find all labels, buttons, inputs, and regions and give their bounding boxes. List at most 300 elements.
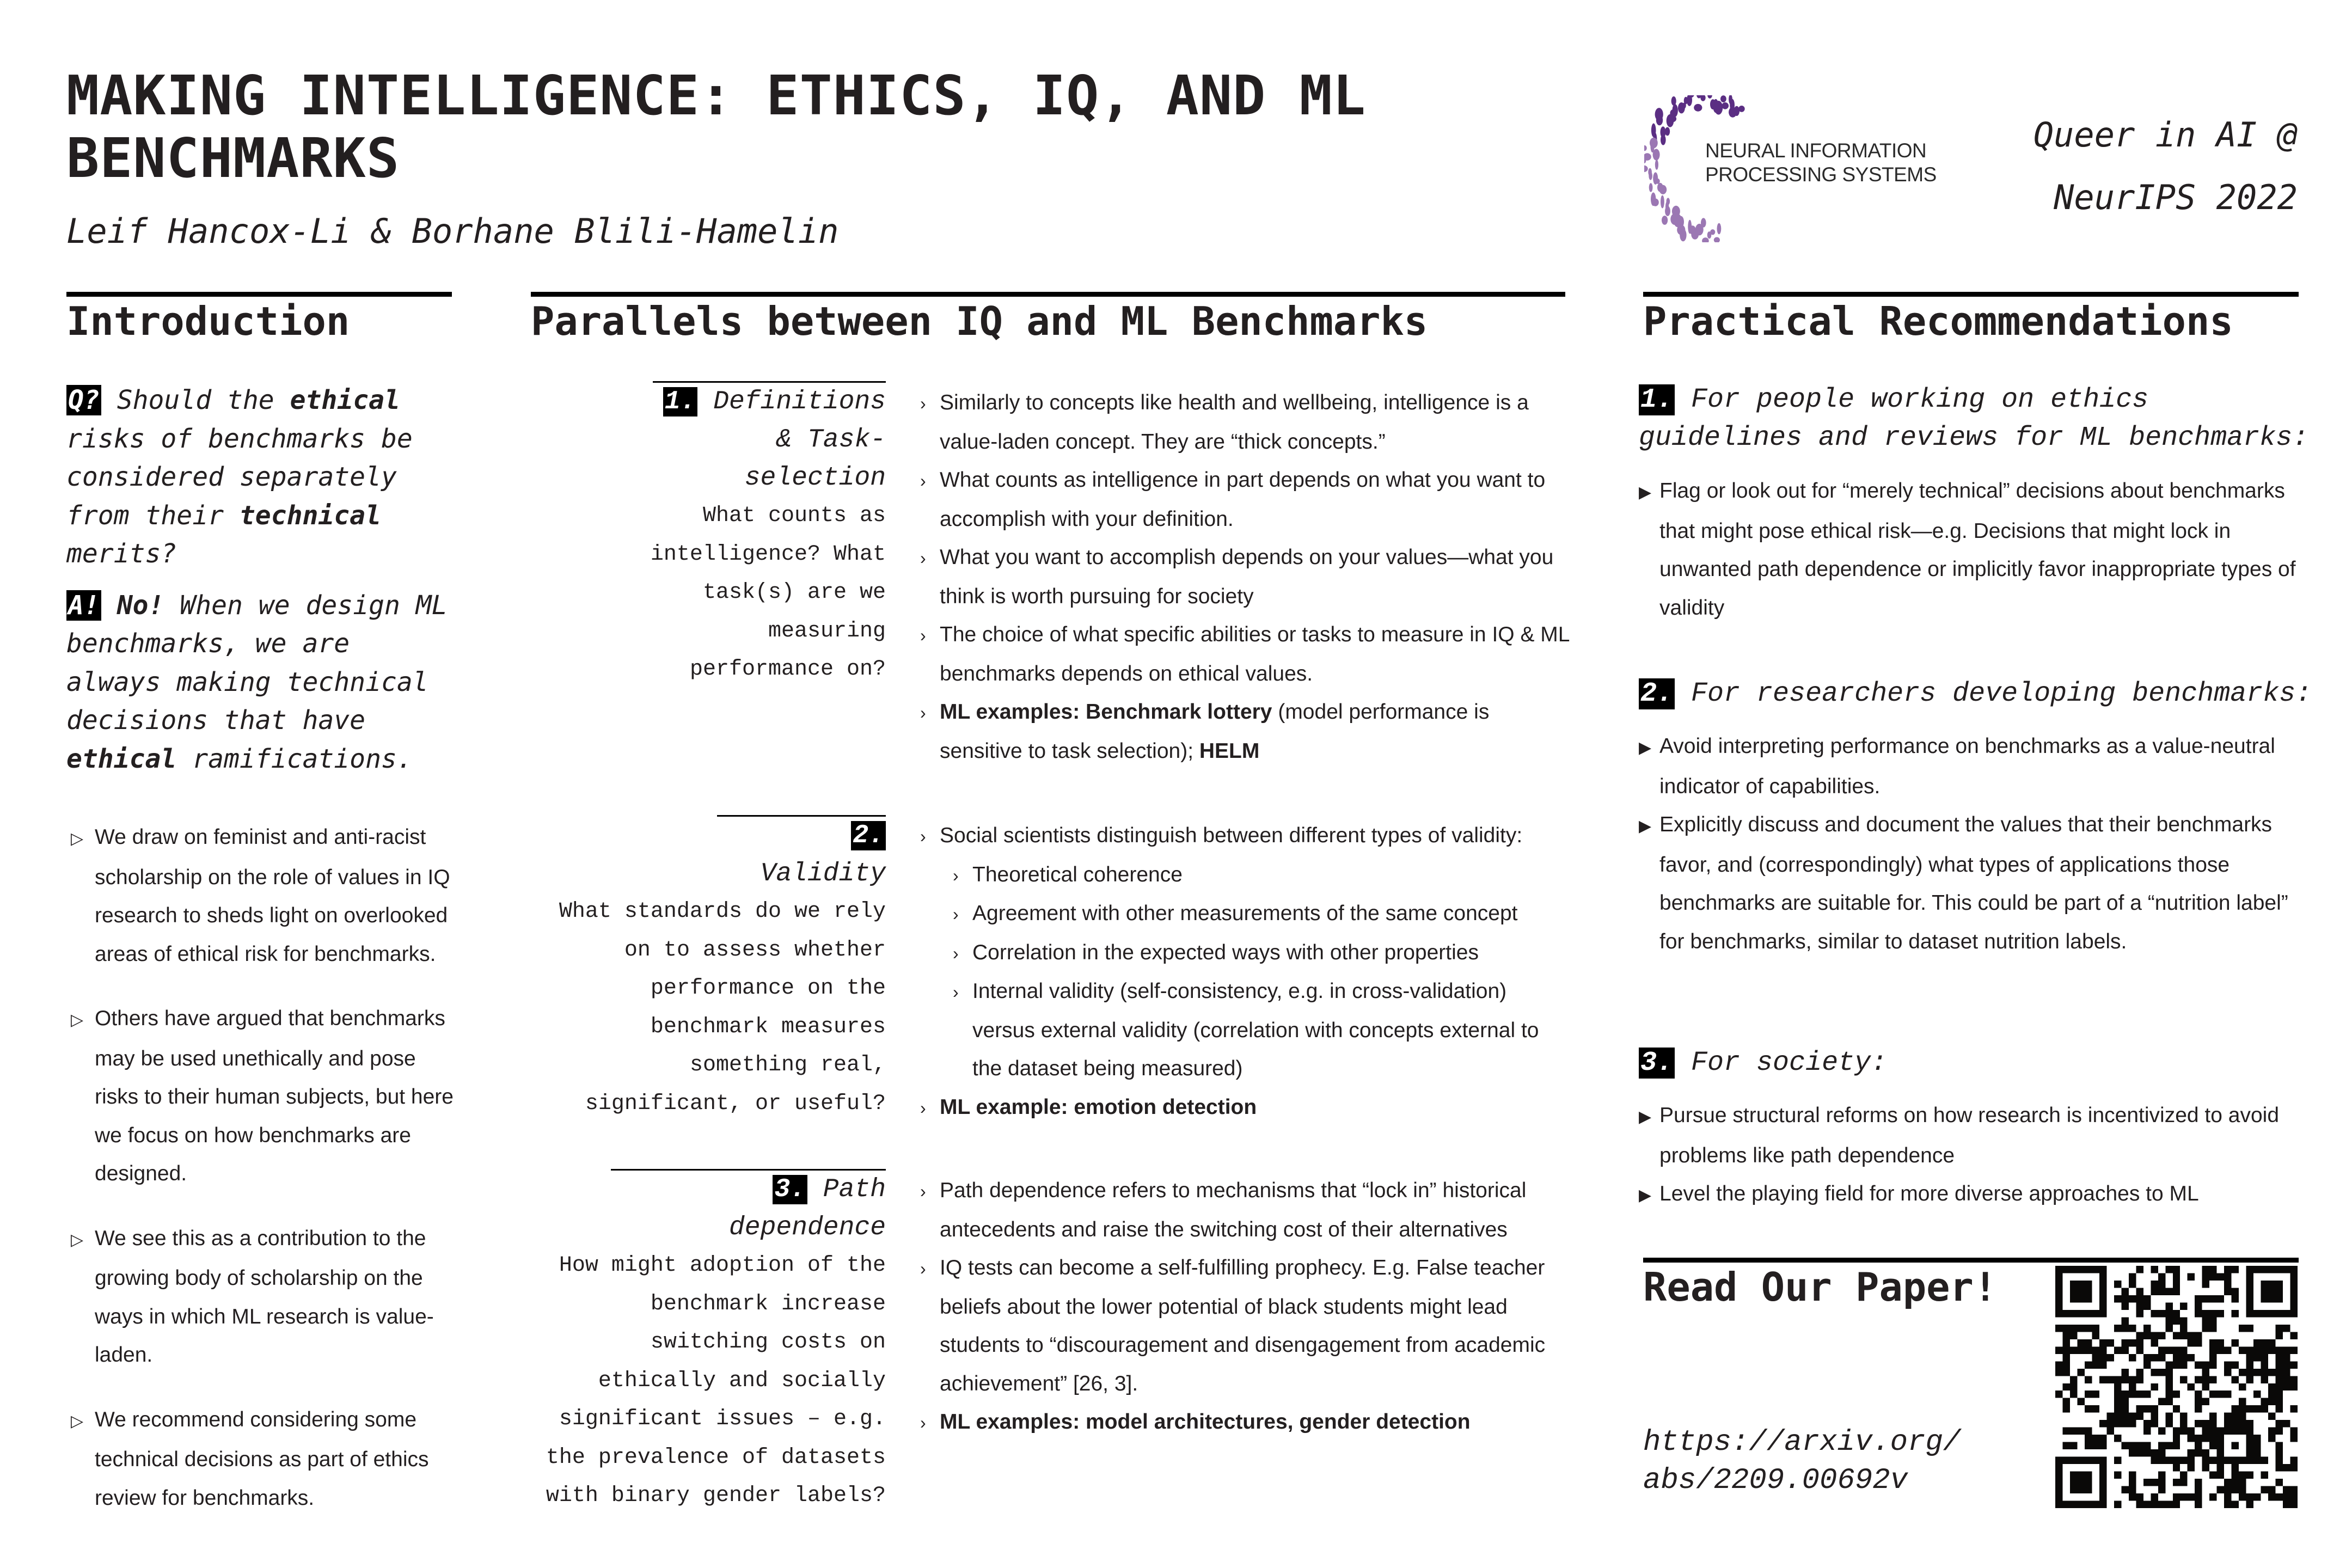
qr-module: [2099, 1501, 2106, 1508]
qr-module: [2151, 1339, 2158, 1346]
qr-module: [2085, 1361, 2092, 1368]
qr-module: [2276, 1420, 2283, 1427]
qr-module: [2158, 1486, 2165, 1493]
intro-question: [66, 381, 458, 573]
recommendation-bullet-text: Avoid interpreting performance on benchmarks as a value-neutral indicator of capabilities.: [1659, 734, 2275, 798]
qr-module: [2136, 1442, 2143, 1449]
qr-module: [2158, 1428, 2165, 1435]
qr-module: [2158, 1501, 2165, 1508]
qr-module: [2077, 1501, 2084, 1508]
recommendation-bullet: [1639, 806, 2298, 961]
qr-module: [2062, 1428, 2069, 1435]
qr-module: [2290, 1428, 2298, 1435]
qr-module: [2180, 1479, 2187, 1486]
qr-module: [2283, 1376, 2290, 1383]
qr-module: [2070, 1501, 2077, 1508]
qr-module: [2114, 1501, 2121, 1508]
qr-module: [2092, 1435, 2099, 1442]
qr-module: [2099, 1479, 2106, 1486]
filled-triangle-icon: ▶: [1639, 1108, 1652, 1126]
parallels-rule: [531, 292, 1565, 297]
qr-module: [2143, 1361, 2151, 1368]
qr-module: [2173, 1428, 2180, 1435]
qr-module: [2195, 1310, 2202, 1317]
qr-module: [2070, 1281, 2077, 1288]
qr-module: [2114, 1457, 2121, 1464]
qr-module: [2129, 1339, 2136, 1346]
qr-module: [2062, 1332, 2069, 1339]
qr-module: [2195, 1493, 2202, 1500]
qr-module: [2224, 1457, 2231, 1464]
poster-title: MAKING INTELLIGENCE: ETHICS, IQ, AND ML BENCHMARKS: [66, 64, 1366, 190]
qr-module: [2129, 1449, 2136, 1456]
neurips-logo: [1644, 95, 1971, 242]
qr-module: [2261, 1295, 2268, 1302]
qr-module: [2136, 1376, 2143, 1383]
qr-module: [2290, 1493, 2298, 1500]
qr-module: [2253, 1391, 2261, 1398]
qr-module: [2195, 1501, 2202, 1508]
parallel-1-title: [653, 381, 886, 497]
intro-bullet-list: [66, 818, 458, 1543]
qr-module: [2209, 1317, 2216, 1324]
qr-module: [2188, 1273, 2195, 1280]
bullet-text: What counts as intelligence in part depends on what you want to accomplish with your definition.: [940, 468, 1546, 531]
qr-module: [2055, 1361, 2062, 1368]
qr-module: [2173, 1464, 2180, 1471]
qr-module: [2099, 1376, 2106, 1383]
logo-dot: [1655, 160, 1658, 170]
qr-module: [2055, 1273, 2062, 1280]
qr-module: [2070, 1428, 2077, 1435]
qr-module: [2202, 1361, 2209, 1368]
qr-module: [2085, 1266, 2092, 1273]
parallel-3-label: [531, 1169, 886, 1516]
qr-code-icon[interactable]: [2055, 1266, 2298, 1508]
chevron-icon: ›: [920, 471, 926, 491]
qr-module: [2062, 1354, 2069, 1361]
qr-module: [2180, 1354, 2187, 1361]
qr-module: [2062, 1346, 2069, 1353]
qr-module: [2283, 1383, 2290, 1391]
qr-module: [2129, 1413, 2136, 1420]
qr-module: [2121, 1405, 2128, 1412]
qr-module: [2070, 1486, 2077, 1493]
logo-dot: [1707, 95, 1712, 99]
parallel-bullet: [920, 538, 1573, 616]
qr-module: [2276, 1391, 2283, 1398]
qr-module: [2188, 1435, 2195, 1442]
qr-module: [2151, 1354, 2158, 1361]
bullet-text: Agreement with other measurements of the same concept: [972, 902, 1518, 925]
qr-module: [2070, 1295, 2077, 1302]
qr-module: [2085, 1405, 2092, 1412]
venue-line1: Queer in AI @: [2033, 115, 2298, 155]
qr-module: [2202, 1273, 2209, 1280]
qr-module: [2099, 1346, 2106, 1353]
chevron-icon: ›: [953, 982, 959, 1002]
qr-module: [2232, 1464, 2239, 1471]
qr-module: [2062, 1266, 2069, 1273]
qr-module: [2276, 1493, 2283, 1500]
qr-module: [2085, 1479, 2092, 1486]
recommendation-bullet-text: Pursue structural reforms on how research is incentivized to avoid problems like path dependence: [1659, 1104, 2280, 1167]
qr-module: [2092, 1391, 2099, 1398]
qr-module: [2062, 1442, 2069, 1449]
qr-module: [2195, 1398, 2202, 1405]
qr-module: [2253, 1457, 2261, 1464]
qr-module: [2180, 1457, 2187, 1464]
qr-module: [2290, 1383, 2298, 1391]
qr-module: [2268, 1398, 2275, 1405]
logo-dot: [1661, 134, 1666, 145]
qr-module: [2239, 1479, 2246, 1486]
qr-module: [2246, 1472, 2253, 1479]
qr-module: [2246, 1273, 2253, 1280]
qr-module: [2276, 1464, 2283, 1471]
qr-module: [2239, 1405, 2246, 1412]
qr-module: [2283, 1464, 2290, 1471]
recommendations-heading: Practical Recommendations: [1643, 298, 2233, 344]
qr-module: [2224, 1493, 2231, 1500]
qr-module: [2253, 1405, 2261, 1412]
qr-module: [2165, 1288, 2172, 1295]
qr-module: [2290, 1273, 2298, 1280]
qr-module: [2173, 1317, 2180, 1324]
qr-module: [2276, 1457, 2283, 1464]
qr-module: [2129, 1295, 2136, 1302]
logo-dot: [1717, 223, 1722, 235]
qr-module: [2077, 1428, 2084, 1435]
qr-module: [2290, 1376, 2298, 1383]
qr-module: [2217, 1435, 2224, 1442]
qr-module: [2085, 1501, 2092, 1508]
qr-module: [2276, 1449, 2283, 1456]
qr-module: [2055, 1457, 2062, 1464]
logo-dot: [1644, 145, 1647, 151]
intro-bullet: [66, 1401, 458, 1518]
qr-module: [2246, 1302, 2253, 1309]
qr-module: [2268, 1391, 2275, 1398]
qr-module: [2114, 1413, 2121, 1420]
qr-module: [2261, 1398, 2268, 1405]
qr-module: [2121, 1376, 2128, 1383]
qr-module: [2106, 1420, 2114, 1427]
qr-module: [2151, 1479, 2158, 1486]
chevron-icon: ›: [920, 394, 926, 413]
qr-module: [2253, 1346, 2261, 1353]
qr-module: [2077, 1369, 2084, 1376]
qr-module: [2136, 1266, 2143, 1273]
qr-module: [2290, 1435, 2298, 1442]
qr-module: [2232, 1420, 2239, 1427]
qr-module: [2224, 1420, 2231, 1427]
qr-module: [2195, 1339, 2202, 1346]
qr-module: [2143, 1325, 2151, 1332]
qr-module: [2099, 1339, 2106, 1346]
qr-module: [2239, 1457, 2246, 1464]
qr-module: [2224, 1428, 2231, 1435]
qr-module: [2202, 1376, 2209, 1383]
qr-module: [2173, 1273, 2180, 1280]
qr-module: [2224, 1486, 2231, 1493]
parallel-3-bullets: [920, 1172, 1573, 1442]
qr-module: [2055, 1310, 2062, 1317]
paper-heading: Read Our Paper!: [1643, 1264, 1998, 1310]
logo-dot: [1710, 99, 1716, 109]
qr-module: [2261, 1339, 2268, 1346]
qr-module: [2158, 1369, 2165, 1376]
qr-module: [2143, 1354, 2151, 1361]
parallel-1-question: What counts as intelligence? What task(s) are we measuring performance on?: [650, 504, 886, 682]
qr-module: [2121, 1369, 2128, 1376]
qr-module: [2106, 1354, 2114, 1361]
qr-module: [2077, 1457, 2084, 1464]
paper-url-line1[interactable]: https://arxiv.org/: [1643, 1426, 1961, 1459]
question-badge: Q?: [66, 385, 101, 415]
qr-module: [2121, 1413, 2128, 1420]
qr-module: [2246, 1457, 2253, 1464]
qr-module: [2158, 1398, 2165, 1405]
qr-module: [2055, 1391, 2062, 1398]
qr-module: [2188, 1428, 2195, 1435]
qr-module: [2129, 1493, 2136, 1500]
qr-module: [2077, 1486, 2084, 1493]
qr-module: [2180, 1376, 2187, 1383]
qr-module: [2283, 1420, 2290, 1427]
qr-module: [2114, 1295, 2121, 1302]
logo-dot: [1665, 206, 1670, 216]
bullet-text: (model performance is sensitive to task selection);: [940, 700, 1490, 763]
qr-module: [2217, 1428, 2224, 1435]
qr-module: [2070, 1310, 2077, 1317]
qr-module: [2165, 1501, 2172, 1508]
qr-module: [2188, 1354, 2195, 1361]
parallel-2-badge: 2.: [851, 821, 886, 850]
qr-module: [2062, 1310, 2069, 1317]
qr-module: [2099, 1310, 2106, 1317]
qr-module: [2129, 1479, 2136, 1486]
qr-module: [2136, 1413, 2143, 1420]
qr-module: [2151, 1369, 2158, 1376]
qr-module: [2232, 1295, 2239, 1302]
qr-module: [2106, 1376, 2114, 1383]
intro-bullet: [66, 818, 458, 973]
qr-module: [2217, 1449, 2224, 1456]
qr-module: [2268, 1369, 2275, 1376]
chevron-icon: ›: [920, 1098, 926, 1118]
logo-dot: [1644, 166, 1648, 172]
qr-module: [2085, 1295, 2092, 1302]
qr-module: [2209, 1472, 2216, 1479]
qr-module: [2246, 1493, 2253, 1500]
logo-dot: [1656, 115, 1663, 125]
answer-text: When we design ML benchmarks, we are always making technical decisions that have: [66, 590, 448, 736]
qr-module: [2239, 1369, 2246, 1376]
chevron-icon: ›: [953, 904, 959, 924]
qr-module: [2143, 1332, 2151, 1339]
qr-module: [2129, 1354, 2136, 1361]
qr-module: [2209, 1310, 2216, 1317]
qr-module: [2158, 1310, 2165, 1317]
qr-module: [2129, 1281, 2136, 1288]
qr-module: [2062, 1383, 2069, 1391]
qr-module: [2232, 1457, 2239, 1464]
qr-module: [2099, 1281, 2106, 1288]
qr-module: [2077, 1310, 2084, 1317]
qr-module: [2114, 1405, 2121, 1412]
qr-module: [2283, 1346, 2290, 1353]
qr-module: [2151, 1383, 2158, 1391]
qr-module: [2062, 1405, 2069, 1412]
parallel-bullet: [920, 1403, 1573, 1442]
bullet-emphasis: HELM: [1199, 739, 1260, 763]
qr-module: [2173, 1405, 2180, 1412]
qr-module: [2070, 1479, 2077, 1486]
qr-module: [2121, 1317, 2128, 1324]
qr-module: [2195, 1435, 2202, 1442]
paper-rule: [1643, 1258, 2299, 1263]
qr-module: [2055, 1302, 2062, 1309]
qr-module: [2077, 1479, 2084, 1486]
qr-module: [2224, 1391, 2231, 1398]
qr-module: [2268, 1288, 2275, 1295]
qr-module: [2121, 1295, 2128, 1302]
qr-module: [2268, 1383, 2275, 1391]
qr-module: [2055, 1325, 2062, 1332]
bullet-emphasis: ML examples: Benchmark lottery: [940, 700, 1272, 724]
open-triangle-icon: ▷: [71, 830, 84, 848]
qr-module: [2173, 1332, 2180, 1339]
qr-module: [2283, 1493, 2290, 1500]
qr-module: [2224, 1413, 2231, 1420]
qr-module: [2209, 1295, 2216, 1302]
qr-module: [2290, 1310, 2298, 1317]
qr-module: [2224, 1479, 2231, 1486]
parallel-3-badge: 3.: [773, 1175, 807, 1204]
qr-module: [2261, 1457, 2268, 1464]
qr-module: [2195, 1361, 2202, 1368]
paper-url[interactable]: [1643, 1424, 1961, 1500]
qr-module: [2276, 1369, 2283, 1376]
qr-module: [2232, 1413, 2239, 1420]
logo-dot: [1662, 216, 1668, 225]
qr-module: [2158, 1479, 2165, 1486]
qr-module: [2253, 1339, 2261, 1346]
parallel-bullet: [920, 1172, 1573, 1249]
qr-module: [2099, 1361, 2106, 1368]
qr-module: [2165, 1376, 2172, 1383]
parallel-1-bullets: [920, 384, 1573, 770]
qr-module: [2136, 1332, 2143, 1339]
qr-module: [2188, 1339, 2195, 1346]
qr-module: [2114, 1435, 2121, 1442]
qr-module: [2217, 1273, 2224, 1280]
qr-module: [2136, 1391, 2143, 1398]
qr-module: [2092, 1310, 2099, 1317]
qr-module: [2276, 1325, 2283, 1332]
recommendation-3-heading: [1639, 1044, 2314, 1082]
qr-module: [2209, 1420, 2216, 1427]
qr-module: [2077, 1346, 2084, 1353]
qr-module: [2188, 1493, 2195, 1500]
qr-module: [2062, 1369, 2069, 1376]
intro-rule: [66, 292, 452, 297]
qr-module: [2136, 1405, 2143, 1412]
qr-module: [2276, 1442, 2283, 1449]
qr-module: [2136, 1493, 2143, 1500]
qr-module: [2114, 1398, 2121, 1405]
qr-module: [2232, 1428, 2239, 1435]
qr-module: [2290, 1486, 2298, 1493]
qr-module: [2092, 1501, 2099, 1508]
qr-module: [2232, 1405, 2239, 1412]
qr-module: [2070, 1472, 2077, 1479]
qr-module: [2239, 1413, 2246, 1420]
qr-module: [2173, 1310, 2180, 1317]
parallel-2-bullets: [920, 817, 1573, 1127]
qr-module: [2246, 1369, 2253, 1376]
qr-module: [2209, 1266, 2216, 1273]
parallel-sub-bullet: [920, 856, 1573, 895]
qr-module: [2180, 1413, 2187, 1420]
qr-module: [2165, 1398, 2172, 1405]
venue-line2: NeurIPS 2022: [2054, 177, 2298, 217]
qr-module: [2151, 1281, 2158, 1288]
qr-module: [2151, 1310, 2158, 1317]
qr-module: [2276, 1354, 2283, 1361]
qr-module: [2055, 1464, 2062, 1471]
parallel-1-label: [531, 381, 886, 689]
qr-module: [2268, 1435, 2275, 1442]
qr-module: [2085, 1288, 2092, 1295]
qr-module: [2180, 1420, 2187, 1427]
qr-module: [2217, 1486, 2224, 1493]
qr-module: [2158, 1346, 2165, 1353]
qr-module: [2283, 1266, 2290, 1273]
recommendation-3-bullets: [1639, 1097, 2298, 1215]
question-text: risks of benchmarks be considered separately from their: [66, 423, 413, 531]
qr-module: [2217, 1339, 2224, 1346]
question-emphasis: ethical: [290, 385, 400, 415]
logo-dot: [1714, 237, 1720, 243]
qr-module: [2099, 1354, 2106, 1361]
qr-module: [2246, 1281, 2253, 1288]
qr-module: [2121, 1420, 2128, 1427]
qr-module: [2143, 1295, 2151, 1302]
qr-module: [2224, 1288, 2231, 1295]
qr-module: [2143, 1442, 2151, 1449]
qr-module: [2092, 1266, 2099, 1273]
recommendation-1-title: For people working on ethics guidelines and reviews for ML benchmarks:: [1639, 384, 2309, 454]
qr-module: [2158, 1449, 2165, 1456]
answer-badge: A!: [66, 590, 101, 621]
qr-module: [2209, 1346, 2216, 1353]
qr-module: [2180, 1332, 2187, 1339]
paper-url-line2[interactable]: abs/2209.00692v: [1643, 1464, 1908, 1497]
qr-module: [2261, 1288, 2268, 1295]
chevron-icon: ›: [920, 1259, 926, 1278]
qr-module: [2246, 1361, 2253, 1368]
qr-module: [2188, 1464, 2195, 1471]
qr-module: [2276, 1383, 2283, 1391]
qr-module: [2099, 1266, 2106, 1273]
qr-module: [2246, 1376, 2253, 1383]
qr-module: [2136, 1369, 2143, 1376]
logo-dot: [1661, 195, 1664, 209]
qr-module: [2099, 1464, 2106, 1471]
qr-module: [2070, 1376, 2077, 1383]
